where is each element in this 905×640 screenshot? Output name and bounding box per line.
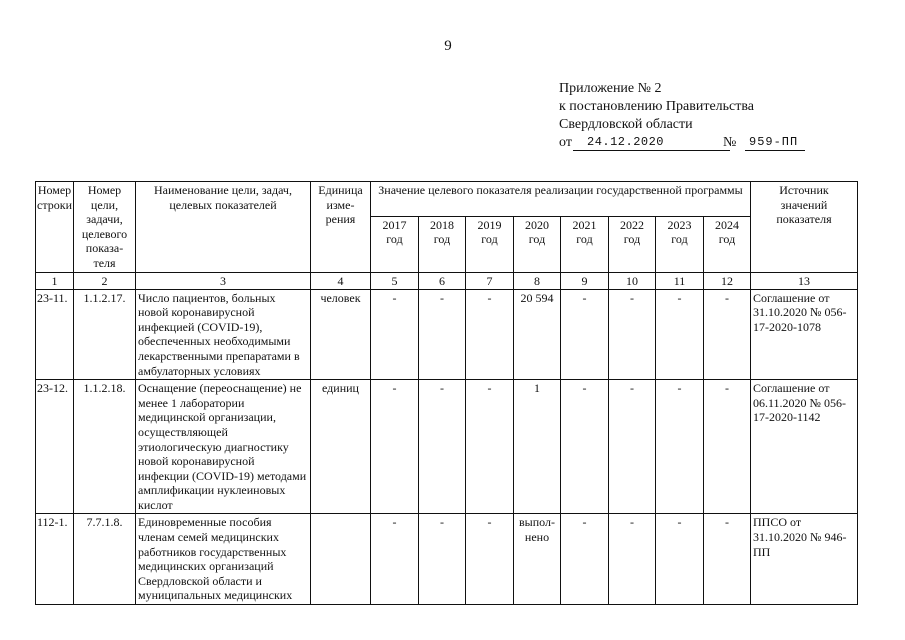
value-cell-2021: - bbox=[561, 289, 609, 380]
value-cell-2022: - bbox=[609, 514, 656, 605]
header-year-2020: 2020 год bbox=[514, 216, 561, 272]
value-cell-2018: - bbox=[419, 514, 466, 605]
header-source: Источник значений показателя bbox=[751, 182, 858, 273]
column-number: 10 bbox=[609, 272, 656, 289]
goal-number-cell: 1.1.2.18. bbox=[74, 380, 136, 514]
goal-number-cell: 7.7.1.8. bbox=[74, 514, 136, 605]
value-cell-2024: - bbox=[704, 514, 751, 605]
value-cell-2019: - bbox=[466, 380, 514, 514]
column-number: 9 bbox=[561, 272, 609, 289]
header-row-1 bbox=[36, 182, 858, 217]
value-cell-2023: - bbox=[656, 289, 704, 380]
value-cell-2024: - bbox=[704, 380, 751, 514]
value-cell-2021: - bbox=[561, 380, 609, 514]
value-cell-2023: - bbox=[656, 380, 704, 514]
value-cell-2021: - bbox=[561, 514, 609, 605]
source-cell: ППСО от 31.10.2020 № 946-ПП bbox=[751, 514, 858, 605]
row-number-cell: 23-11. bbox=[36, 289, 74, 380]
appendix-region-line: Свердловской области bbox=[559, 117, 693, 132]
value-cell-2017: - bbox=[371, 289, 419, 380]
header-year-2023: 2023 год bbox=[656, 216, 704, 272]
from-label: от bbox=[559, 135, 572, 150]
value-cell-2022: - bbox=[609, 289, 656, 380]
column-number: 6 bbox=[419, 272, 466, 289]
table-row bbox=[36, 380, 858, 514]
appendix-header bbox=[559, 80, 879, 152]
header-year-2017: 2017 год bbox=[371, 216, 419, 272]
appendix-resolution-line: к постановлению Правительства bbox=[559, 99, 755, 114]
value-cell-2022: - bbox=[609, 380, 656, 514]
value-cell-2020: 1 bbox=[514, 380, 561, 514]
row-number-cell: 23-12. bbox=[36, 380, 74, 514]
column-number-row bbox=[36, 272, 858, 289]
indicator-name-cell: Единовременные пособия членам семей медицинских работников государственных медицинских организаций Свердловской области и муниципальных медицинских bbox=[136, 514, 311, 605]
unit-cell: единиц bbox=[311, 380, 371, 514]
column-number: 1 bbox=[36, 272, 74, 289]
goal-number-cell: 1.1.2.17. bbox=[74, 289, 136, 380]
column-number: 8 bbox=[514, 272, 561, 289]
appendix-date-number-line bbox=[559, 134, 879, 152]
value-cell-2019: - bbox=[466, 514, 514, 605]
source-cell: Соглашение от 06.11.2020 № 056-17-2020-1142 bbox=[751, 380, 858, 514]
column-number: 11 bbox=[656, 272, 704, 289]
page-number: 9 bbox=[444, 38, 452, 54]
number-label: № bbox=[723, 135, 737, 150]
resolution-date: 24.12.2020 bbox=[573, 134, 730, 151]
indicator-name-cell: Оснащение (переоснащение) не менее 1 лаборатории медицинской организации, осуществляющей этиологическую диагностику новой коронавирусной инфекции (COVID-19) методами амплификации нуклеиновых кислот bbox=[136, 380, 311, 514]
header-year-2024: 2024 год bbox=[704, 216, 751, 272]
value-cell-2020: выпол-нено bbox=[514, 514, 561, 605]
column-number: 7 bbox=[466, 272, 514, 289]
indicator-name-cell: Число пациентов, больных новой коронавирусной инфекцией (COVID-19), обеспеченных необходимыми лекарственными препаратами в амбулаторных условиях bbox=[136, 289, 311, 380]
value-cell-2017: - bbox=[371, 514, 419, 605]
table-row bbox=[36, 289, 858, 380]
appendix-title: Приложение № 2 bbox=[559, 81, 662, 96]
unit-cell bbox=[311, 514, 371, 605]
value-cell-2018: - bbox=[419, 380, 466, 514]
value-cell-2024: - bbox=[704, 289, 751, 380]
header-values-group: Значение целевого показателя реализации государственной программы bbox=[371, 182, 751, 217]
header-year-2021: 2021 год bbox=[561, 216, 609, 272]
header-row-number: Номер строки bbox=[36, 182, 74, 273]
table-row bbox=[36, 514, 858, 605]
column-number: 12 bbox=[704, 272, 751, 289]
column-number: 3 bbox=[136, 272, 311, 289]
column-number: 2 bbox=[74, 272, 136, 289]
source-cell: Соглашение от 31.10.2020 № 056-17-2020-1078 bbox=[751, 289, 858, 380]
value-cell-2018: - bbox=[419, 289, 466, 380]
header-year-2022: 2022 год bbox=[609, 216, 656, 272]
header-goal-number: Номер цели, задачи, целевого показа-теля bbox=[74, 182, 136, 273]
row-number-cell: 112-1. bbox=[36, 514, 74, 605]
column-number: 13 bbox=[751, 272, 858, 289]
header-name: Наименование цели, задач, целевых показателей bbox=[136, 182, 311, 273]
indicators-table bbox=[35, 181, 858, 605]
column-number: 5 bbox=[371, 272, 419, 289]
value-cell-2017: - bbox=[371, 380, 419, 514]
value-cell-2023: - bbox=[656, 514, 704, 605]
header-unit: Единица изме-рения bbox=[311, 182, 371, 273]
header-year-2019: 2019 год bbox=[466, 216, 514, 272]
unit-cell: человек bbox=[311, 289, 371, 380]
column-number: 4 bbox=[311, 272, 371, 289]
value-cell-2019: - bbox=[466, 289, 514, 380]
header-year-2018: 2018 год bbox=[419, 216, 466, 272]
resolution-number: 959-ПП bbox=[745, 134, 805, 151]
value-cell-2020: 20 594 bbox=[514, 289, 561, 380]
